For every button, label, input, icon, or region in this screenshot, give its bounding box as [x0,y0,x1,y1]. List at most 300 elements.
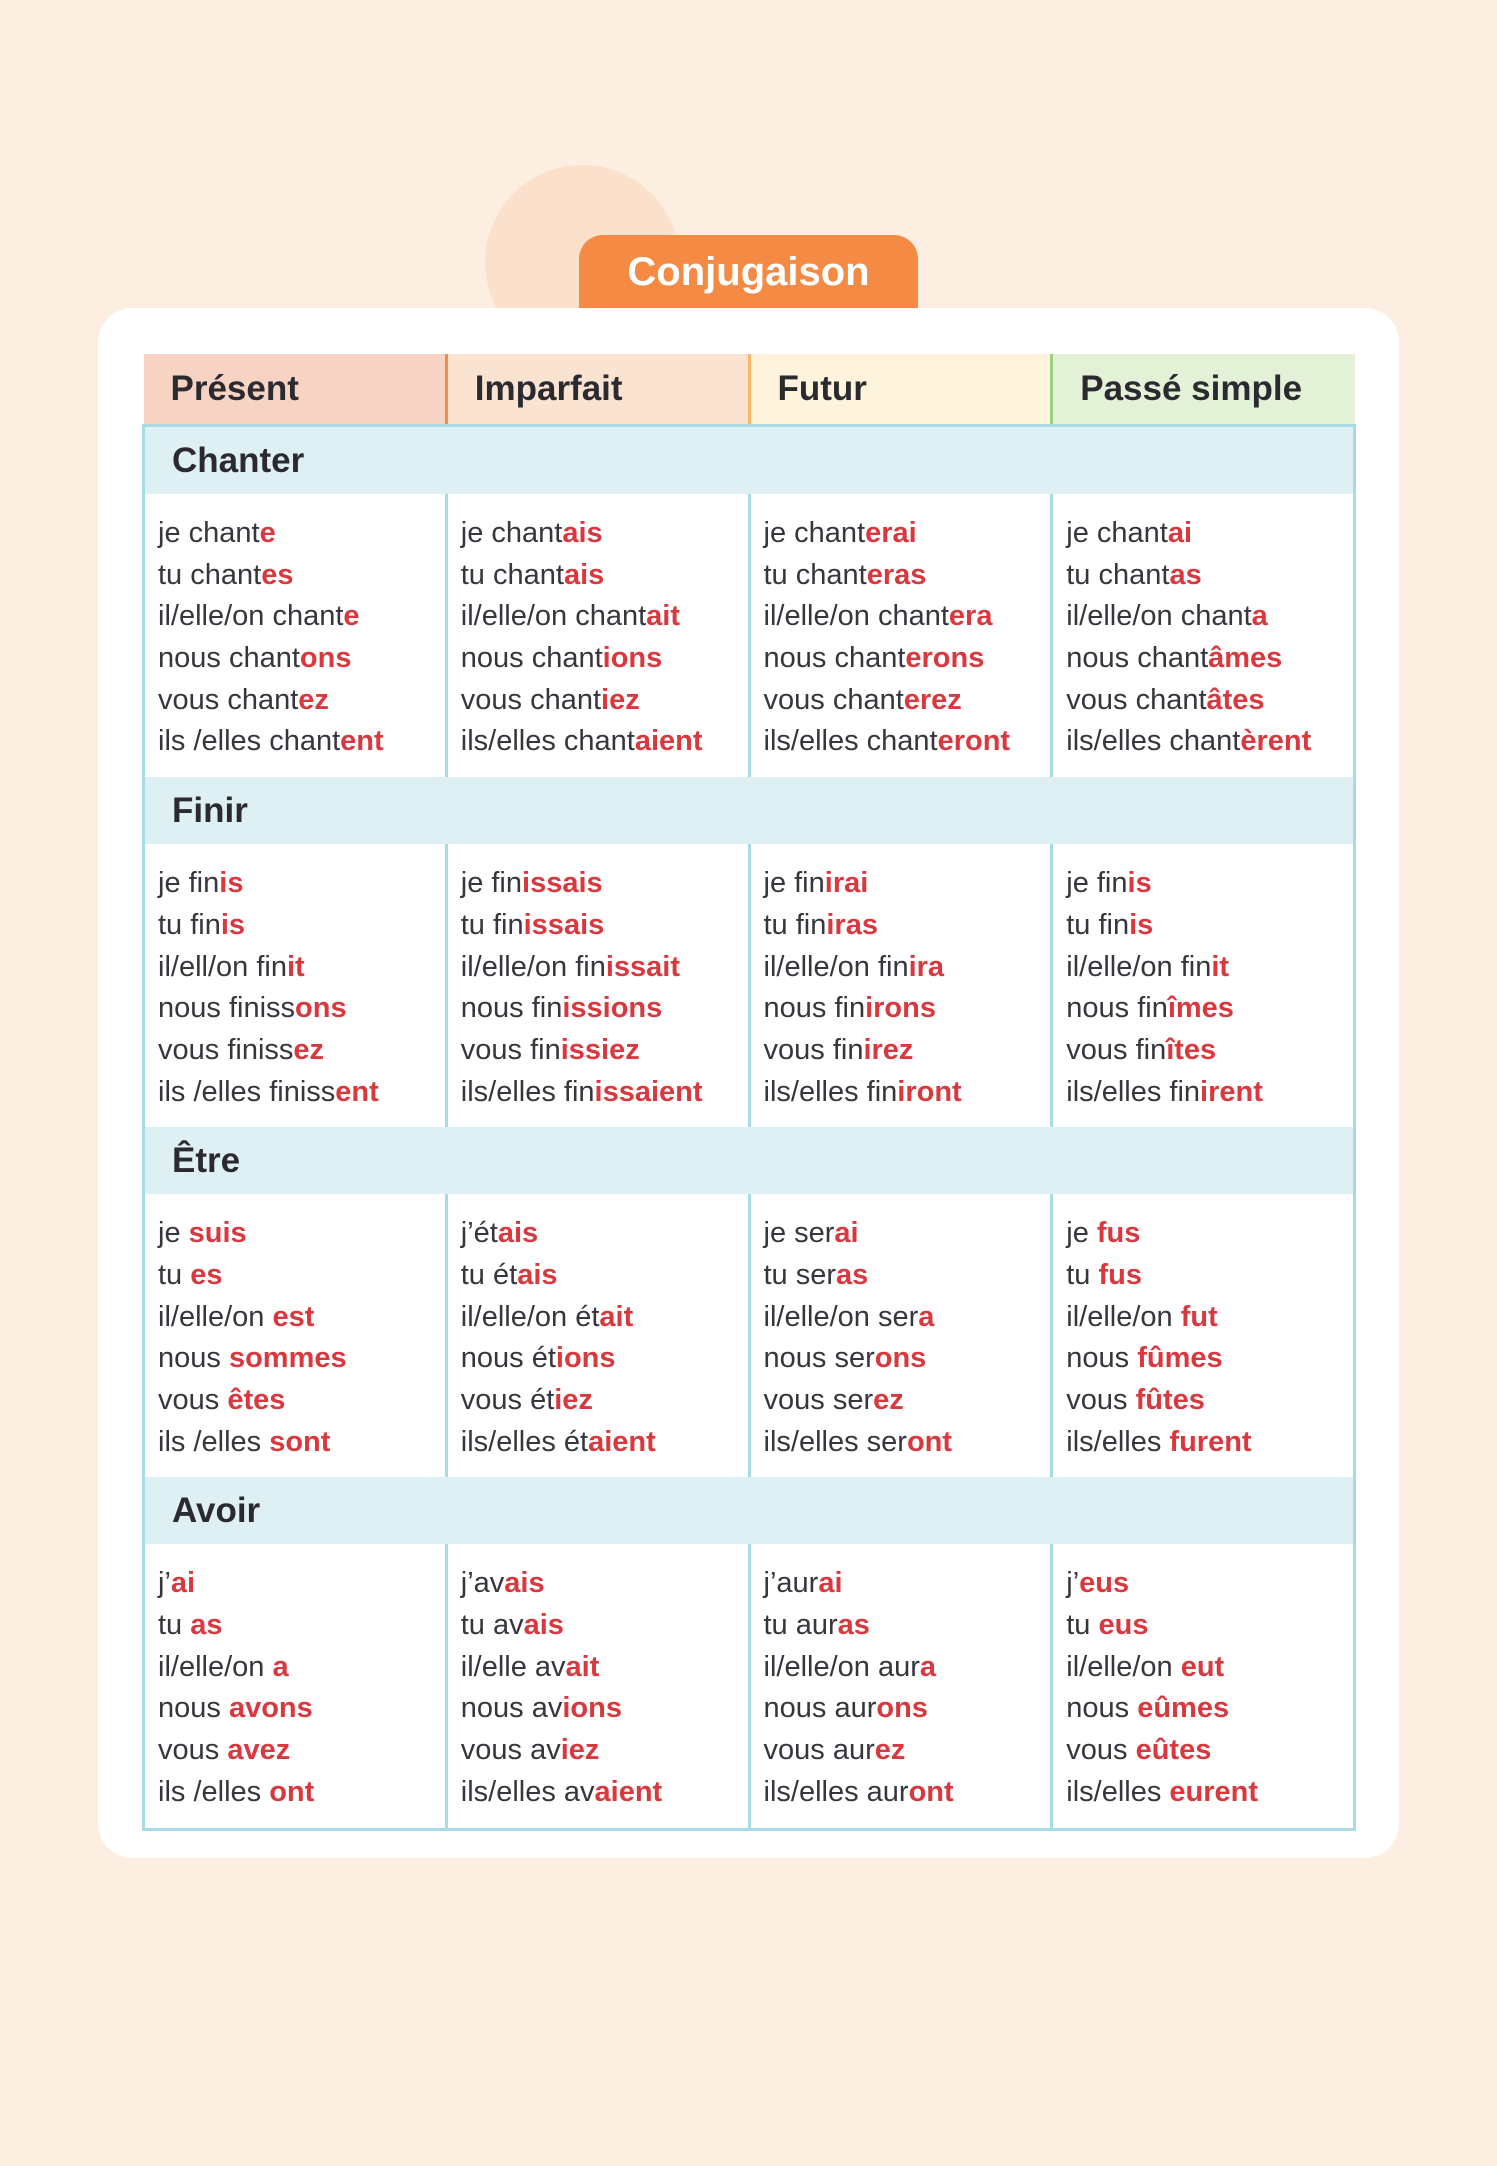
form-stem: je [1066,1217,1097,1250]
form-ending: issaient [594,1075,703,1108]
conjugated-form [1066,1422,1353,1464]
conjugated-form [461,1730,748,1772]
forms-row [144,494,1355,777]
conjugated-form [1066,513,1353,555]
form-stem: je fin [460,867,523,900]
conjugation-cell [446,844,749,1127]
form-stem: il/elle/on chant [460,600,647,633]
form-stem: nous av [460,1692,563,1725]
form-ending: ais [562,517,603,549]
form-ending: is [219,867,244,900]
conjugated-form [158,1213,445,1255]
form-ending: ez [293,1033,325,1066]
form-ending: eras [866,558,927,591]
form-ending: suis [188,1217,247,1250]
form-ending: ez [874,1734,906,1767]
form-ending: irent [1200,1075,1263,1108]
form-ending: ons [876,1692,928,1725]
form-ending: fûtes [1135,1384,1205,1416]
form-stem: tu chant [1066,558,1170,591]
form-ending: eûtes [1135,1734,1212,1767]
form-ending: is [1129,908,1154,941]
conjugated-form [158,1772,445,1814]
conjugated-form [1066,721,1353,763]
conjugated-form [1066,863,1353,905]
form-stem: ils /elles chant [158,725,341,758]
form-ending: ait [646,600,680,633]
conjugated-form [158,680,445,722]
conjugated-form [764,638,1051,680]
form-stem: nous chant [763,642,906,675]
conjugated-form [461,988,748,1030]
form-stem: vous [1066,1734,1136,1767]
form-ending: irai [824,867,869,900]
form-ending: eûmes [1137,1692,1230,1725]
form-stem: tu av [460,1609,524,1642]
form-ending: eus [1098,1609,1149,1642]
verb-name: Chanter [144,426,1355,495]
form-stem: vous aur [763,1734,875,1767]
conjugation-cell [749,844,1052,1127]
form-stem: je fin [763,867,825,900]
form-ending: ont [269,1775,315,1808]
form-ending: ai [834,1217,859,1250]
tense-header-passe-simple: Passé simple [1052,354,1355,426]
conjugated-form [1066,555,1353,597]
conjugated-form [461,1647,748,1689]
conjugation-cell [749,494,1052,777]
conjugated-form [158,1380,445,1422]
form-ending: ions [555,1342,616,1375]
form-ending: ais [563,558,605,591]
conjugated-form [1066,596,1353,638]
conjugated-form [158,1605,445,1647]
form-stem: vous chant [1066,683,1207,716]
form-stem: nous chant [460,642,603,675]
form-ending: es [190,1258,223,1291]
conjugated-form [158,947,445,989]
verb-name: Finir [144,777,1355,844]
conjugation-cell [749,1194,1052,1477]
form-ending: iez [554,1384,593,1416]
form-stem: tu chant [460,558,564,591]
form-ending: as [837,1609,870,1642]
form-stem: il/elle/on [158,1300,273,1333]
conjugated-form [1066,1380,1353,1422]
form-ending: ons [299,642,352,675]
form-ending: as [836,1258,869,1291]
form-stem: tu aur [763,1609,838,1642]
form-ending: îtes [1166,1033,1217,1066]
form-ending: irons [865,992,936,1025]
form-stem: vous [158,1734,228,1767]
form-stem: vous ser [763,1384,874,1416]
form-stem: ils/elles [1066,1425,1170,1458]
conjugated-form [764,1647,1051,1689]
form-stem: j’ét [460,1217,498,1250]
conjugated-form [764,1297,1051,1339]
conjugated-form [764,596,1051,638]
form-stem: il/elle/on aur [763,1650,920,1683]
conjugated-form [158,721,445,763]
form-ending: ions [602,642,663,675]
conjugation-cell [144,494,447,777]
conjugated-form [1066,1730,1353,1772]
form-ending: e [343,600,360,633]
form-stem: nous [158,1342,229,1375]
form-ending: sont [269,1425,331,1458]
form-stem: tu ser [763,1258,837,1291]
conjugated-form [158,1730,445,1772]
form-ending: eut [1180,1650,1225,1683]
form-ending: ez [298,683,329,716]
conjugated-form [1066,905,1353,947]
tense-header-present: Présent [144,354,447,426]
form-ending: âmes [1208,642,1283,675]
form-stem: tu chant [763,558,867,591]
conjugated-form [764,680,1051,722]
form-stem: nous ét [460,1342,556,1375]
form-ending: a [1251,600,1268,633]
conjugated-form [461,1030,748,1072]
conjugated-form [158,988,445,1030]
form-stem: vous fin [460,1033,561,1066]
conjugated-form [1066,1688,1353,1730]
form-ending: ais [504,1567,545,1600]
form-ending: a [272,1650,289,1683]
form-stem: nous fin [763,992,866,1025]
conjugated-form [1066,1647,1353,1689]
form-ending: ait [599,1300,634,1333]
conjugated-form [764,555,1051,597]
form-ending: ais [523,1609,564,1642]
form-stem: je fin [158,867,220,900]
conjugated-form [764,1688,1051,1730]
conjugated-form [1066,947,1353,989]
conjugated-form [461,1772,748,1814]
form-stem: il/elle/on chant [1066,600,1252,633]
form-ending: èrent [1240,725,1312,758]
form-ending: ent [340,725,384,758]
form-ending: a [918,1300,935,1333]
form-ending: fut [1180,1300,1218,1333]
form-stem: il/elle av [460,1650,566,1683]
tense-header-imparfait: Imparfait [446,354,749,426]
conjugated-form [158,863,445,905]
conjugated-form [764,1563,1051,1605]
form-stem: ils /elles finiss [158,1075,336,1108]
conjugated-form [1066,1772,1353,1814]
form-stem: nous [1066,1342,1138,1375]
form-stem: je chant [158,517,260,549]
form-ending: iras [826,908,878,941]
form-ending: îmes [1167,992,1234,1025]
form-stem: ils/elles chant [763,725,938,758]
conjugated-form [1066,1605,1353,1647]
conjugation-cell [1052,1194,1355,1477]
conjugated-form [764,863,1051,905]
conjugated-form [461,1255,748,1297]
form-ending: as [190,1609,223,1642]
form-stem: tu chant [158,558,262,591]
conjugated-form [461,905,748,947]
conjugated-form [764,1772,1051,1814]
form-stem: nous aur [763,1692,877,1725]
conjugated-form [158,1338,445,1380]
conjugated-form [158,1563,445,1605]
form-stem: ils/elles ser [763,1425,907,1458]
conjugated-form [764,1730,1051,1772]
form-ending: as [1169,558,1202,591]
form-stem: nous fin [460,992,563,1025]
form-stem: tu fin [460,908,524,941]
form-ending: aient [594,1775,663,1808]
conjugated-form [1066,1563,1353,1605]
conjugated-form [764,905,1051,947]
conjugated-form [461,1563,748,1605]
form-stem: j’av [460,1567,505,1600]
form-ending: ions [562,1692,622,1725]
conjugated-form [764,1255,1051,1297]
conjugated-form [764,721,1051,763]
forms-row [144,1544,1355,1829]
form-ending: eurent [1169,1775,1259,1808]
conjugated-form [158,638,445,680]
form-ending: aient [634,725,703,758]
conjugation-cell [446,1544,749,1829]
conjugated-form [461,1380,748,1422]
conjugated-form [1066,1030,1353,1072]
form-stem: vous fin [1066,1033,1167,1066]
form-ending: it [286,950,305,983]
form-stem: je chant [1066,517,1168,549]
page-title: Conjugaison [579,235,918,309]
form-ending: a [919,1650,937,1683]
conjugation-cell [446,1194,749,1477]
form-stem: ils /elles [158,1425,270,1458]
conjugation-cell [1052,494,1355,777]
form-stem: nous chant [1066,642,1209,675]
conjugated-form [461,680,748,722]
conjugation-cell [144,1544,447,1829]
form-ending: sommes [228,1342,347,1375]
conjugated-form [158,596,445,638]
form-stem: tu ét [460,1258,518,1291]
form-stem: nous finiss [158,992,296,1025]
form-stem: ils /elles [158,1775,270,1808]
form-stem: il/elle/on chant [763,600,949,633]
form-stem: ils/elles fin [460,1075,595,1108]
conjugated-form [764,1030,1051,1072]
forms-row [144,1194,1355,1477]
conjugated-form [158,1255,445,1297]
form-stem: il/elle/on ser [763,1300,919,1333]
conjugated-form [461,1072,748,1114]
conjugated-form [461,1338,748,1380]
form-ending: ai [170,1567,196,1600]
conjugated-form [158,555,445,597]
form-stem: ils/elles [1066,1775,1170,1808]
form-ending: it [1211,950,1230,983]
conjugated-form [461,721,748,763]
form-stem: je chant [763,517,866,549]
form-stem: nous ser [763,1342,875,1375]
form-stem: il/elle/on fin [460,950,606,983]
conjugated-form [764,1380,1051,1422]
form-ending: êtes [227,1384,286,1416]
form-stem: vous chant [763,683,904,716]
form-ending: iront [897,1075,962,1108]
form-stem: ils/elles av [460,1775,595,1808]
form-stem: ils/elles chant [460,725,635,758]
form-stem: je chant [460,517,563,549]
form-ending: era [948,600,993,633]
conjugation-cell [446,494,749,777]
conjugation-cell [1052,1544,1355,1829]
conjugated-form [461,555,748,597]
form-stem: il/elle/on [1066,1300,1181,1333]
conjugated-form [764,1422,1051,1464]
verb-name: Être [144,1127,1355,1194]
conjugation-cell [1052,844,1355,1127]
verb-row [144,777,1355,844]
form-stem: je fin [1066,867,1128,900]
conjugated-form [764,947,1051,989]
form-ending: erons [905,642,985,675]
form-stem: il/elle/on [158,1650,273,1683]
conjugated-form [1066,1338,1353,1380]
conjugated-form [461,1688,748,1730]
conjugated-form [461,1213,748,1255]
form-ending: furent [1169,1425,1252,1458]
form-stem: ils/elles ét [460,1425,589,1458]
form-ending: erez [903,683,962,716]
conjugated-form [764,1338,1051,1380]
forms-row [144,844,1355,1127]
form-ending: âtes [1206,683,1265,716]
form-ending: ais [497,1217,539,1250]
form-ending: avez [227,1734,291,1767]
conjugated-form [461,638,748,680]
conjugated-form [461,1422,748,1464]
form-ending: erai [865,517,917,549]
form-stem: vous [158,1384,228,1416]
form-stem: tu fin [158,908,221,941]
form-ending: issions [562,992,663,1025]
conjugated-form [158,1422,445,1464]
conjugated-form [158,1647,445,1689]
form-ending: est [272,1300,315,1333]
conjugated-form [158,1072,445,1114]
form-ending: ez [873,1384,904,1416]
conjugated-form [461,863,748,905]
form-stem: vous ét [460,1384,555,1416]
form-stem: tu [158,1609,191,1642]
form-ending: ont [908,1775,954,1808]
form-stem: ils/elles aur [763,1775,909,1808]
conjugated-form [764,1072,1051,1114]
form-stem: vous av [460,1734,561,1767]
form-stem: je ser [763,1217,835,1250]
form-ending: issais [523,908,605,941]
verb-name: Avoir [144,1477,1355,1544]
tense-header-row [144,354,1355,426]
form-stem: tu fin [763,908,827,941]
conjugated-form [461,1605,748,1647]
form-ending: es [261,558,294,591]
conjugated-form [461,947,748,989]
form-ending: eront [937,725,1011,758]
verb-row [144,1127,1355,1194]
form-stem: vous fin [763,1033,864,1066]
form-stem: nous fin [1066,992,1168,1025]
verb-sections [144,426,1355,1830]
form-stem: il/elle/on chant [158,600,344,633]
form-stem: nous [158,1692,229,1725]
form-ending: iez [601,683,640,716]
conjugated-form [1066,638,1353,680]
conjugated-form [461,513,748,555]
form-stem: nous chant [158,642,300,675]
form-ending: ait [565,1650,600,1683]
form-stem: j’aur [763,1567,819,1600]
form-stem: vous [1066,1384,1136,1416]
form-stem: il/ell/on fin [158,950,287,983]
form-stem: vous chant [158,683,299,716]
form-ending: aient [588,1425,656,1458]
form-stem: tu fin [1066,908,1130,941]
conjugated-form [1066,1255,1353,1297]
conjugation-cell [144,844,447,1127]
form-ending: irez [863,1033,914,1066]
form-stem: ils/elles fin [1066,1075,1201,1108]
form-stem: je [158,1217,189,1250]
conjugation-table [142,354,1356,1831]
verb-row [144,1477,1355,1544]
form-ending: iez [560,1734,600,1767]
form-ending: eus [1079,1567,1130,1600]
form-ending: avons [228,1692,313,1725]
tense-header-futur: Futur [749,354,1052,426]
conjugated-form [158,513,445,555]
form-stem: vous finiss [158,1033,294,1066]
form-stem: ils/elles fin [763,1075,898,1108]
form-ending: issiez [560,1033,640,1066]
form-ending: ons [874,1342,927,1375]
conjugated-form [1066,1072,1353,1114]
form-stem: ils/elles chant [1066,725,1241,758]
conjugated-form [1066,988,1353,1030]
conjugated-form [764,1605,1051,1647]
form-ending: fûmes [1137,1342,1223,1375]
form-stem: il/elle/on fin [763,950,909,983]
conjugation-cell [144,1194,447,1477]
form-ending: fus [1096,1217,1141,1250]
form-ending: issait [605,950,681,983]
form-stem: il/elle/on [1066,1650,1181,1683]
form-ending: e [259,517,276,549]
conjugated-form [764,988,1051,1030]
conjugated-form [1066,1213,1353,1255]
form-ending: ons [295,992,347,1025]
form-ending: ira [908,950,945,983]
verb-row [144,426,1355,495]
form-stem: tu [1066,1609,1099,1642]
conjugated-form [764,513,1051,555]
form-ending: is [220,908,246,941]
form-stem: nous [1066,1692,1138,1725]
form-stem: vous chant [460,683,602,716]
